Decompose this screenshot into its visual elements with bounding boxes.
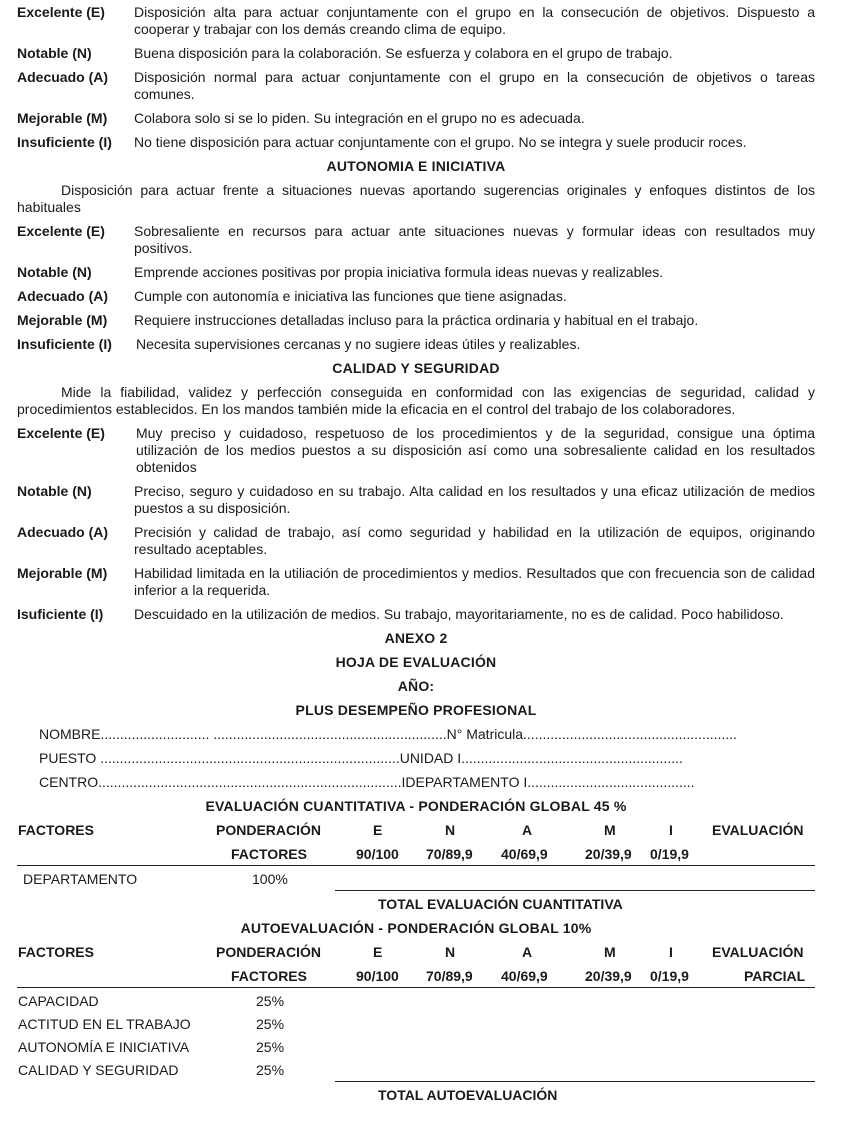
criterion-row [17, 134, 815, 151]
criterion-label: Notable (N) [17, 45, 92, 61]
criterion-text: Muy preciso y cuidadoso, respetuoso de los procedimientos y de la seguridad, consigue una óptima utilización de los medios puestos a su disposición así como una sobresaliente calidad en los resultados obtenidos [136, 425, 815, 475]
col-n: N [445, 944, 456, 960]
criterion-row [17, 425, 815, 476]
col-factores-2: FACTORES [231, 968, 307, 984]
criterion-row [17, 288, 815, 305]
criterion-label: Insuficiente (I) [17, 336, 112, 352]
col-i-range: 0/19,9 [650, 846, 689, 862]
col-factores: FACTORES [18, 944, 94, 960]
criterion-text: Preciso, seguro y cuidadoso en su trabajo. Alta calidad en los resultados y una eficaz utilización de medios puestos a su disposición. [134, 483, 815, 516]
criterion-text: Buena disposición para la colaboración. Se esfuerza y colabora en el grupo de trabajo. [134, 45, 673, 61]
criterion-row [17, 483, 815, 517]
table-header-row [17, 944, 815, 961]
table-row [17, 871, 815, 888]
col-m-range: 20/39,9 [585, 968, 632, 984]
criterion-label: Excelente (E) [17, 425, 105, 441]
col-parcial: PARCIAL [744, 968, 806, 984]
auto-table [17, 944, 815, 1104]
total-rule [335, 1081, 815, 1082]
criterion-label: Adecuado (A) [17, 524, 108, 540]
row-pct: 25% [256, 1016, 285, 1032]
table-row [17, 1062, 815, 1079]
section-title-autonomia: AUTONOMIA E INICIATIVA [326, 158, 506, 174]
col-e: E [373, 822, 383, 838]
criterion-text: Requiere instrucciones detalladas incluso para la práctica ordinaria y habitual en el trabajo. [134, 312, 699, 328]
row-pct: 100% [252, 871, 288, 887]
col-ponderacion: PONDERACIÓN [216, 944, 322, 960]
col-e: E [373, 944, 383, 960]
criterion-label: Notable (N) [17, 264, 92, 280]
anexo-plus: PLUS DESEMPEÑO PROFESIONAL [295, 702, 537, 718]
criterion-row [17, 45, 815, 62]
col-a-range: 40/69,9 [501, 968, 548, 984]
criterion-label: Excelente (E) [17, 223, 105, 239]
table-row [17, 1039, 815, 1056]
row-pct: 25% [256, 1062, 285, 1078]
criterion-text: Habilidad limitada en la utiliación de procedimientos y medios. Resultados que con frecuencia son de calidad inferior a la requerida. [134, 565, 815, 598]
col-i: I [669, 944, 673, 960]
col-factores-2: FACTORES [231, 846, 307, 862]
criterion-row [17, 223, 815, 257]
criterion-row [17, 312, 815, 329]
row-name: AUTONOMÍA E INICIATIVA [18, 1039, 190, 1055]
criterion-text: Disposición alta para actuar conjuntamente con el grupo en la consecución de objetivos. Dispuesto a cooperar y trabajar con los demás creando clima de equipo. [134, 4, 815, 37]
row-pct: 25% [256, 1039, 285, 1055]
criterion-row [17, 565, 815, 599]
col-m: M [604, 822, 616, 838]
col-e-range: 90/100 [356, 968, 399, 984]
row-name: CALIDAD Y SEGURIDAD [18, 1062, 179, 1078]
col-m: M [604, 944, 616, 960]
col-n-range: 70/89,9 [426, 968, 473, 984]
criterion-label: Mejorable (M) [17, 312, 108, 328]
col-i-range: 0/19,9 [650, 968, 689, 984]
criterion-label: Excelente (E) [17, 4, 105, 20]
col-evaluacion: EVALUACIÓN [712, 944, 804, 960]
table-header-row [17, 822, 815, 839]
section-intro-autonomia: Disposición para actuar frente a situaciones nuevas aportando sugerencias originales y enfoques distintos de los habituales [17, 182, 815, 215]
criterion-row [17, 110, 815, 127]
criterion-row [17, 69, 815, 103]
form-centro: CENTRO..............................................................................IDEPARTAMENTO I........................................... [39, 774, 695, 790]
criterion-label: Notable (N) [17, 483, 92, 499]
form-line-puesto [17, 750, 815, 767]
document-page [17, 4, 815, 1111]
colab-criteria [17, 4, 815, 151]
section-title-calidad: CALIDAD Y SEGURIDAD [332, 360, 500, 376]
row-name: ACTITUD EN EL TRABAJO [18, 1016, 191, 1032]
criterion-text: Colabora solo si se lo piden. Su integración en el grupo no es adecuada. [134, 110, 585, 126]
anexo-title: ANEXO 2 [384, 630, 448, 646]
criterion-text: Descuidado en la utilización de medios. Su trabajo, mayoritariamente, no es de calidad. Poco habilidoso. [134, 606, 784, 622]
cuantitativa-title: EVALUACIÓN CUANTITATIVA - PONDERACIÓN GLOBAL 45 % [205, 798, 627, 814]
row-name: DEPARTAMENTO [23, 871, 138, 887]
criterion-text: Disposición normal para actuar conjuntamente con el grupo en la consecución de objetivos o tareas comunes. [134, 69, 815, 102]
criterion-text: No tiene disposición para actuar conjuntamente con el grupo. No se integra y suele producir roces. [134, 134, 747, 150]
criterion-label: Isuficiente (I) [17, 606, 104, 622]
col-factores: FACTORES [18, 822, 94, 838]
auto-title: AUTOEVALUACIÓN - PONDERACIÓN GLOBAL 10% [240, 920, 592, 936]
col-n-range: 70/89,9 [426, 846, 473, 862]
col-n: N [445, 822, 456, 838]
form-line-centro [17, 774, 815, 791]
criterion-text: Sobresaliente en recursos para actuar ante situaciones nuevas y formular ideas con resultados muy positivos. [134, 223, 815, 256]
header-rule [17, 865, 815, 866]
criterion-row [17, 264, 815, 281]
criterion-label: Mejorable (M) [17, 110, 108, 126]
anexo-year: AÑO: [397, 678, 435, 694]
form-nombre: NOMBRE............................ ............................................................N° Matricula....................................................... [39, 726, 737, 742]
criterion-row [17, 524, 815, 558]
col-i: I [669, 822, 673, 838]
table-row [17, 1016, 815, 1033]
criterion-label: Mejorable (M) [17, 565, 108, 581]
col-a: A [522, 944, 533, 960]
col-e-range: 90/100 [356, 846, 399, 862]
cuantitativa-table [17, 822, 815, 913]
row-name: CAPACIDAD [18, 993, 99, 1009]
table-header-row-2 [17, 846, 815, 863]
table-row [17, 993, 815, 1010]
form-line-nombre [17, 726, 815, 743]
header-rule [17, 987, 815, 988]
criterion-label: Insuficiente (I) [17, 134, 112, 150]
criterion-label: Adecuado (A) [17, 69, 108, 85]
criterion-text: Cumple con autonomía e iniciativa las funciones que tiene asignadas. [134, 288, 567, 304]
anexo-subtitle: HOJA DE EVALUACIÓN [335, 654, 497, 670]
criterion-row [17, 336, 815, 353]
col-evaluacion: EVALUACIÓN [712, 822, 804, 838]
col-m-range: 20/39,9 [585, 846, 632, 862]
criterion-text: Necesita supervisiones cercanas y no sugiere ideas útiles y realizables. [136, 336, 581, 352]
row-pct: 25% [256, 993, 285, 1009]
col-ponderacion: PONDERACIÓN [216, 822, 322, 838]
total-row [17, 1087, 815, 1104]
criterion-row [17, 4, 815, 38]
criterion-text: Precisión y calidad de trabajo, así como seguridad y habilidad en la utilización de equipos, originando resultado aceptables. [134, 524, 815, 557]
table-header-row-2 [17, 968, 815, 985]
section-intro-calidad: Mide la fiabilidad, validez y perfección conseguida en conformidad con las exigencias de seguridad, calidad y procedimientos establecidos. En los mandos también mide la eficacia en el control del trabajo de los colaboradores. [17, 384, 815, 417]
criterion-text: Emprende acciones positivas por propia iniciativa formula ideas nuevas y realizables. [134, 264, 664, 280]
criterion-label: Adecuado (A) [17, 288, 108, 304]
total-rule [335, 890, 815, 891]
col-a-range: 40/69,9 [501, 846, 548, 862]
total-label: TOTAL AUTOEVALUACIÓN [378, 1087, 558, 1103]
criterion-row [17, 606, 815, 623]
total-label: TOTAL EVALUACIÓN CUANTITATIVA [378, 896, 623, 912]
form-puesto: PUESTO .............................................................................UNIDAD I......................................................... [39, 750, 683, 766]
col-a: A [522, 822, 533, 838]
total-row [17, 896, 815, 913]
